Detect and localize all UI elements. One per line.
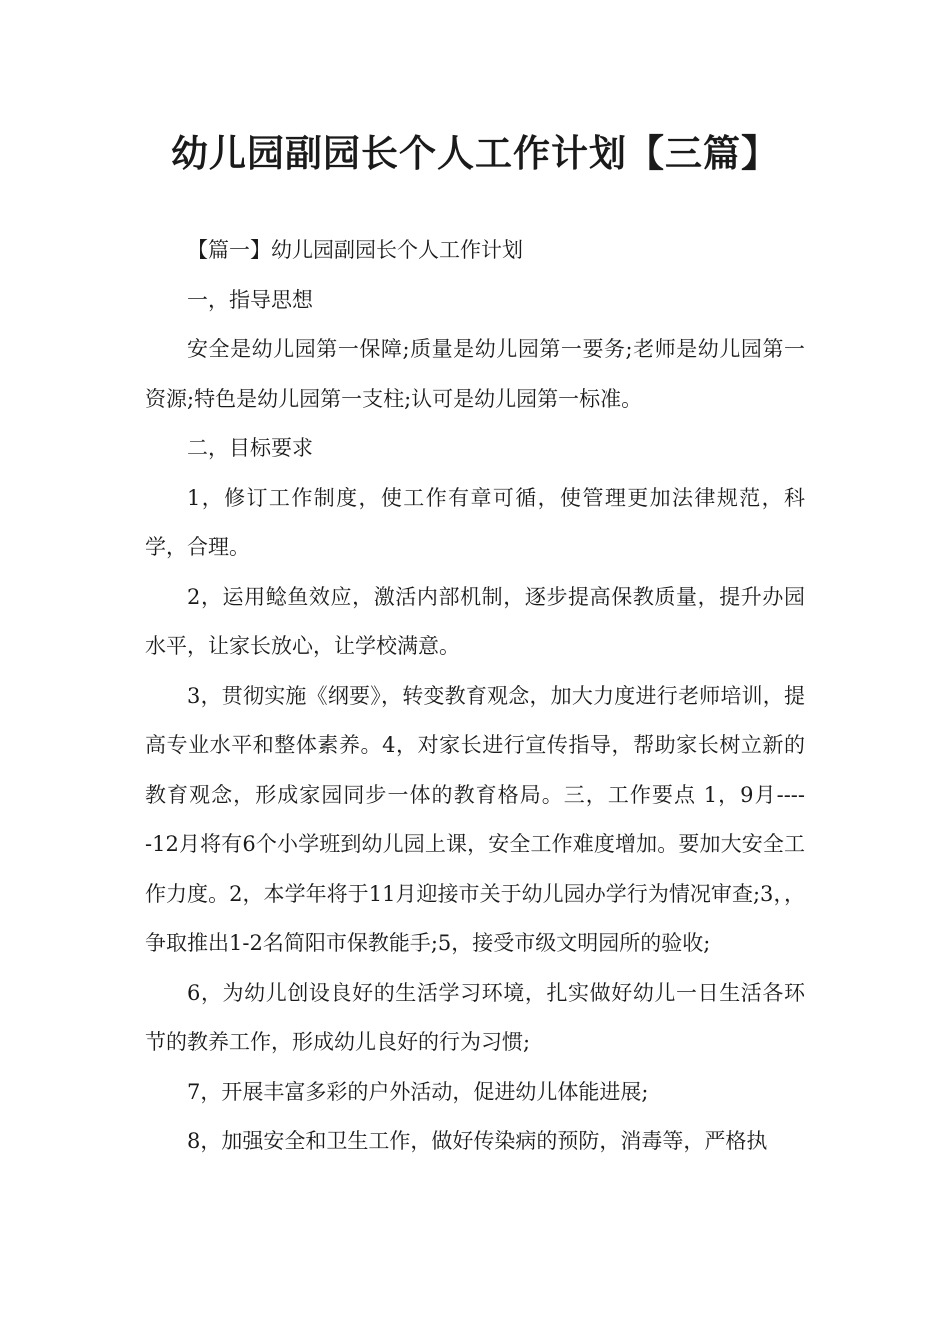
paragraph-goal-1: 1，修订工作制度，使工作有章可循，使管理更加法律规范，科学，合理。	[145, 485, 805, 559]
document-body	[145, 226, 805, 1167]
document-title: 幼儿园副园长个人工作计划【三篇】	[171, 132, 779, 175]
paragraph-item-7: 7，开展丰富多彩的户外活动，促进幼儿体能进展;	[187, 1079, 649, 1104]
paragraph-section-heading: 【篇一】幼儿园副园长个人工作计划	[187, 238, 523, 262]
paragraph-heading-guiding-thought: 一，指导思想	[187, 287, 313, 312]
paragraph-item-8: 8，加强安全和卫生工作，做好传染病的预防，消毒等，严格执	[187, 1129, 768, 1153]
paragraph-item-6: 6，为幼儿创设良好的生活学习环境，扎实做好幼儿一日生活各环节的教养工作，形成幼儿良好的行为习惯;	[145, 980, 805, 1054]
paragraph-goal-2: 2，运用鲶鱼效应，激活内部机制，逐步提高保教质量，提升办园水平，让家长放心，让学校满意。	[145, 584, 805, 658]
paragraph-goal-3: 3，贯彻实施《纲要》，转变教育观念，加大力度进行老师培训，提高专业水平和整体素养。4，对家长进行宣传指导，帮助家长树立新的教育观念，形成家园同步一体的教育格局。三，工作要点 1，9月-----12月将有6个小学班到幼儿园上课，安全工作难度增加。要加大安全工作力度。2，本学年将于11月迎接市关于幼儿园办学行为情况审查;3，，争取推出1-2名简阳市保教能手;5，接受市级文明园所的验收;	[145, 683, 805, 955]
paragraph-guiding-thought: 安全是幼儿园第一保障;质量是幼儿园第一要务;老师是幼儿园第一资源;特色是幼儿园第一支柱;认可是幼儿园第一标准。	[145, 337, 805, 411]
paragraph-heading-goals: 二，目标要求	[187, 436, 313, 460]
